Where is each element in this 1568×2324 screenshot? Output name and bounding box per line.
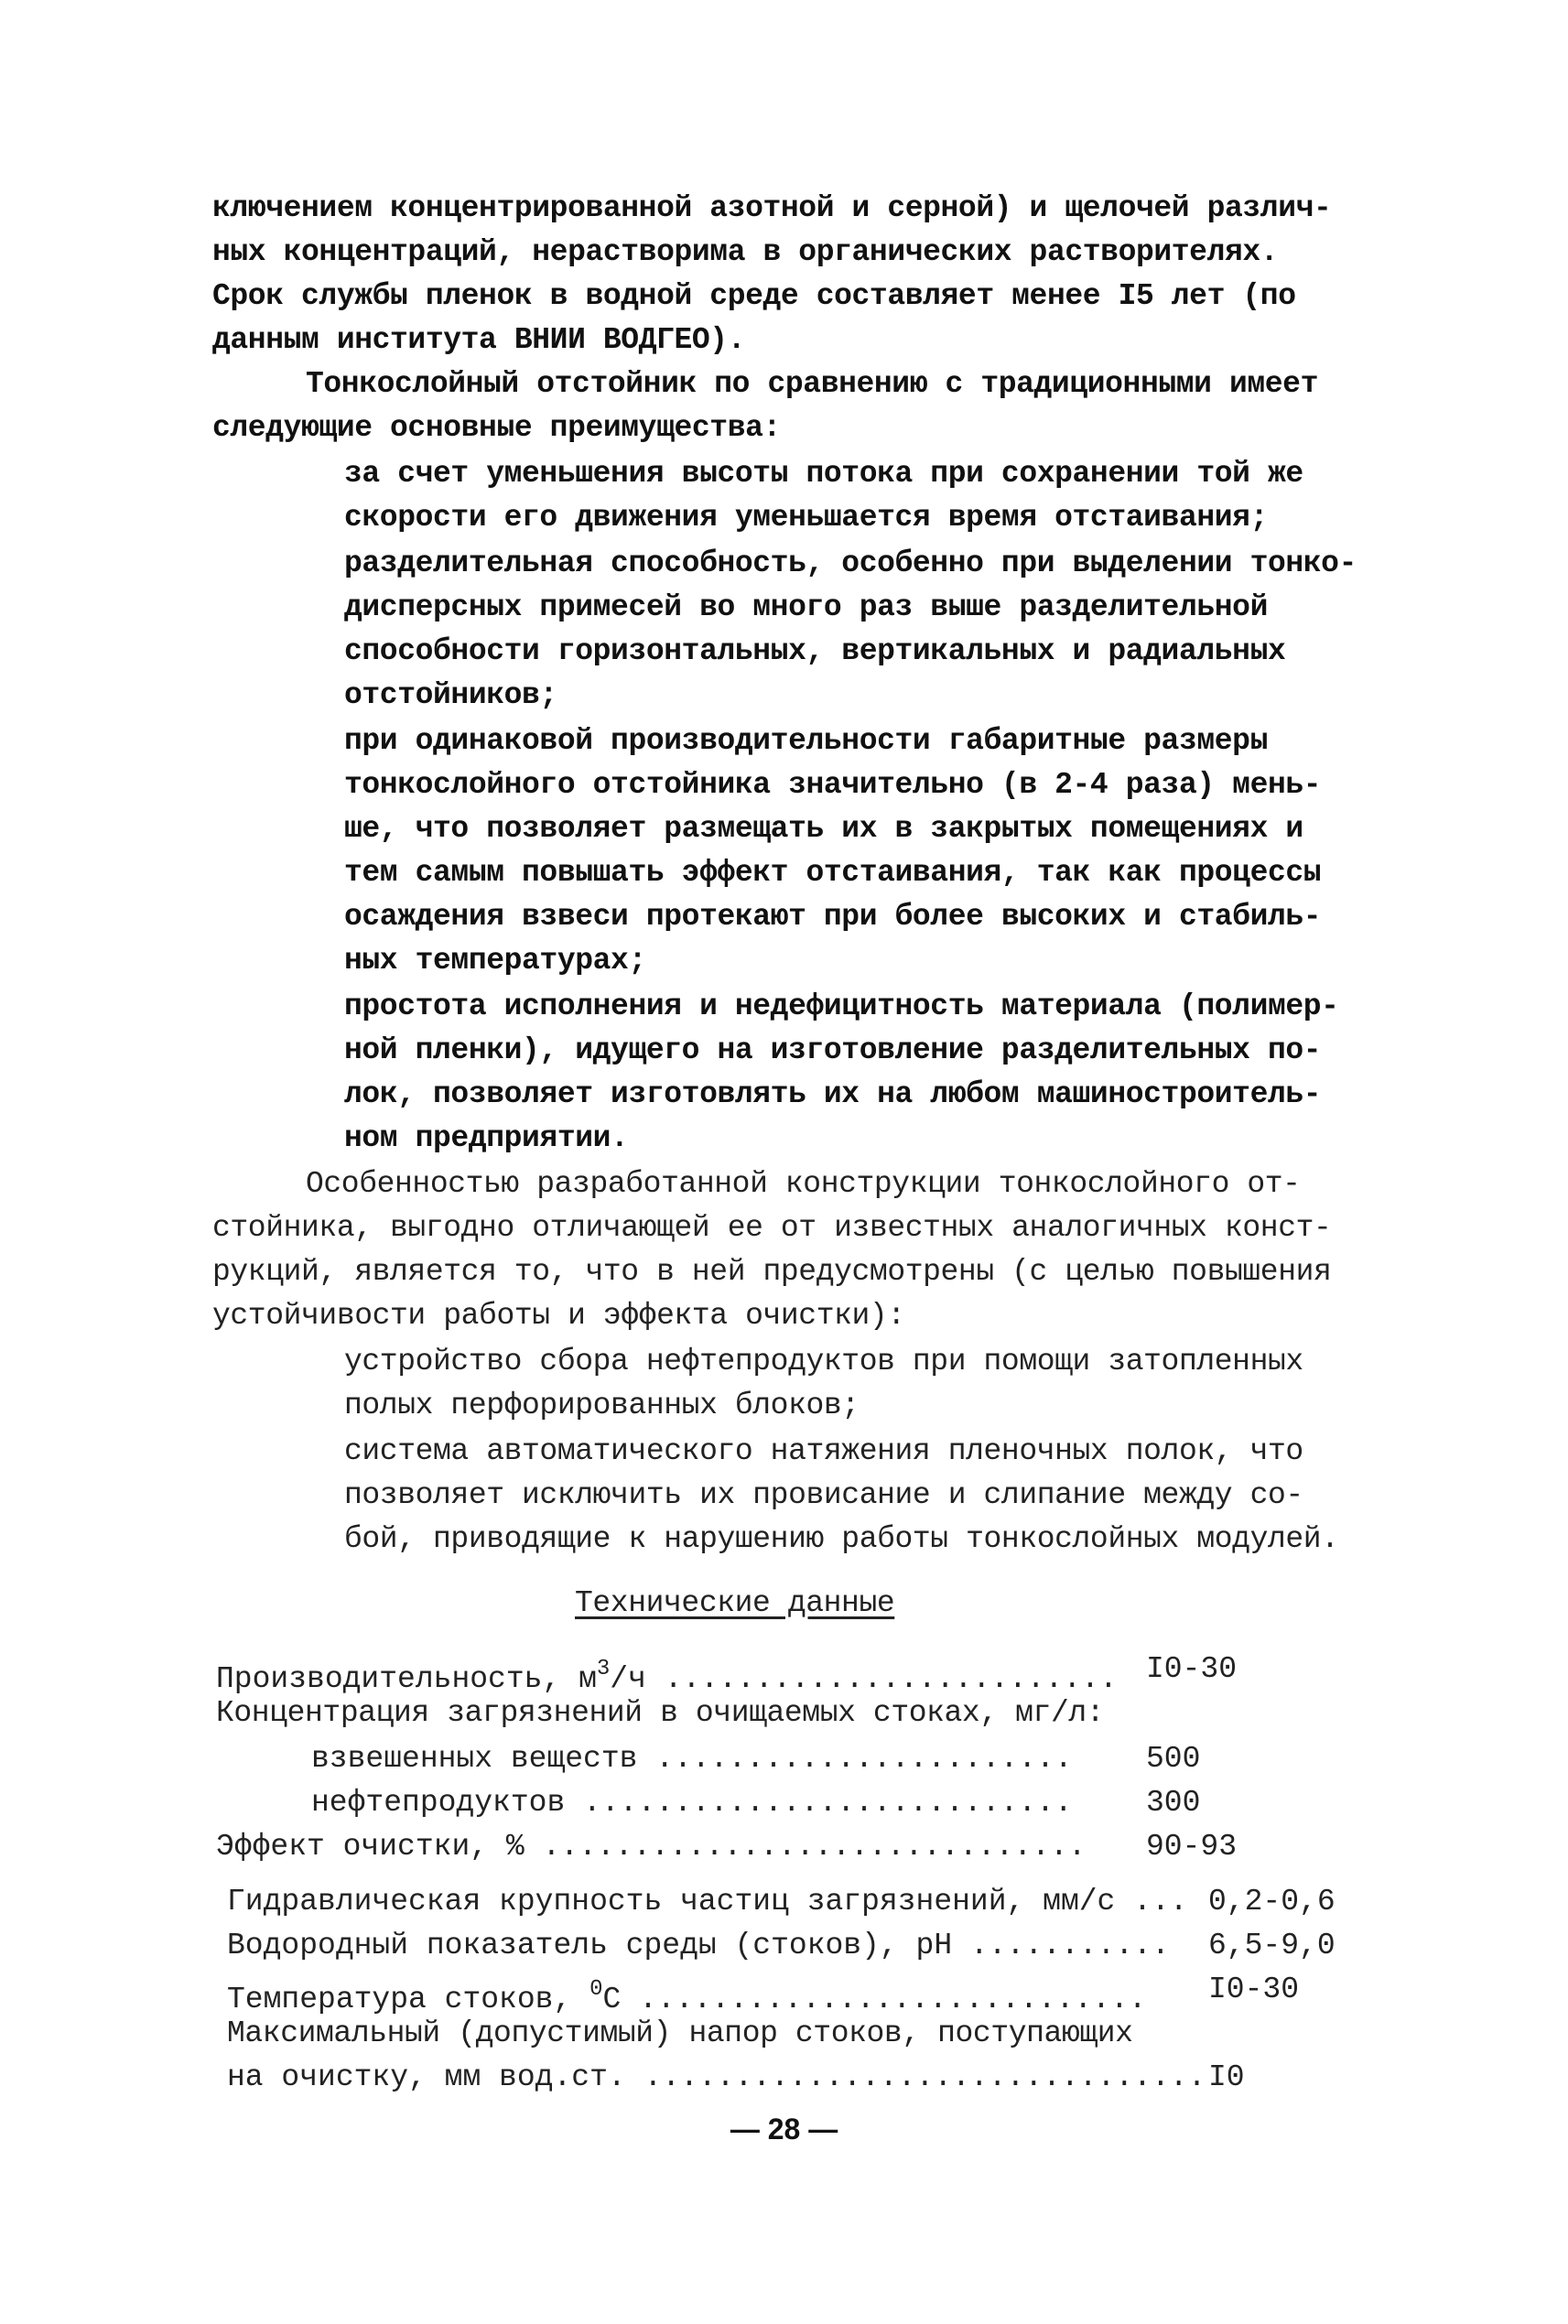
spec-value: I0-30	[1208, 1973, 1300, 2006]
list-item: отстойников;	[344, 678, 557, 712]
list-item: ше, что позволяет размещать их в закрытых помещениях и	[344, 812, 1303, 846]
list-item: лок, позволяет изготовлять их на любом машиностроитель-	[344, 1077, 1322, 1111]
spec-row	[216, 1648, 1314, 1696]
list-item: система автоматического натяжения пленочных полок, что	[344, 1434, 1303, 1468]
text-line: Срок службы пленок в водной среде составляет менее I5 лет (по	[212, 279, 1296, 313]
text-line: Тонкослойный отстойник по сравнению с традиционными имеет	[306, 367, 1318, 401]
list-item: ной пленки), идущего на изготовление разделительных по-	[344, 1033, 1322, 1067]
text-line: следующие основные преимущества:	[212, 411, 781, 445]
list-item: при одинаковой производительности габаритные размеры	[344, 724, 1268, 758]
spec-row	[311, 1781, 1318, 1825]
spec-row	[311, 1737, 1318, 1781]
text-line: рукций, является то, что в ней предусмотрены (с целью повышения	[212, 1255, 1332, 1289]
spec-row	[227, 1924, 1371, 1968]
list-item: за счет уменьшения высоты потока при сохранении той же	[344, 457, 1303, 491]
spec-row	[227, 1968, 1371, 2016]
spec-label: Температура стоков, $^0$С ............................	[227, 1977, 1147, 2016]
spec-value: 300	[1146, 1786, 1201, 1820]
list-item: скорости его движения уменьшается время отстаивания;	[344, 501, 1268, 535]
list-item: простота исполнения и недефицитность материала (полимер-	[344, 989, 1339, 1023]
list-item: ном предприятии.	[344, 1121, 629, 1155]
text-line: данным института ВНИИ ВОДГЕО).	[212, 323, 746, 357]
spec-value: I0	[1208, 2060, 1245, 2094]
text-line: устойчивости работы и эффекта очистки):	[212, 1299, 905, 1333]
spec-value: I0-30	[1146, 1652, 1238, 1686]
section-title: Технические данные	[575, 1586, 895, 1620]
spec-label: Водородный показатель среды (стоков), pH ...........	[227, 1929, 1170, 1962]
list-item: бой, приводящие к нарушению работы тонкослойных модулей.	[344, 1522, 1339, 1556]
spec-subheader: Максимальный (допустимый) напор стоков, поступающих	[227, 2016, 1133, 2050]
spec-label: Гидравлическая крупность частиц загрязнений, мм/с ...	[227, 1885, 1188, 1919]
spec-label: Производительность, $м^3/ч$ .........................	[216, 1657, 1118, 1696]
spec-value: 500	[1146, 1742, 1201, 1776]
spec-label: на очистку, мм вод.ст. ...............................	[227, 2060, 1206, 2094]
list-item: способности горизонтальных, вертикальных и радиальных	[344, 634, 1286, 668]
spec-label: взвешенных веществ .......................	[311, 1742, 1073, 1776]
spec-row	[216, 1825, 1314, 1869]
text-line: Особенностью разработанной конструкции тонкослойного от-	[306, 1167, 1301, 1201]
spec-subheader: Концентрация загрязнений в очищаемых стоках, мг/л:	[216, 1696, 1105, 1730]
list-item: дисперсных примесей во много раз выше разделительной	[344, 590, 1268, 624]
list-item: тонкослойного отстойника значительно (в 2-4 раза) мень-	[344, 768, 1322, 802]
spec-value: 6,5-9,0	[1208, 1929, 1336, 1962]
list-item: устройство сбора нефтепродуктов при помощи затопленных	[344, 1345, 1303, 1378]
spec-label: Эффект очистки, % ..............................	[216, 1830, 1087, 1864]
list-item: тем самым повышать эффект отстаивания, так как процессы	[344, 856, 1322, 890]
spec-label: нефтепродуктов ...........................	[311, 1786, 1073, 1820]
list-item: полых перфорированных блоков;	[344, 1389, 860, 1422]
text-line: ных концентраций, нерастворима в органических растворителях.	[212, 235, 1279, 269]
page-number: — 28 —	[730, 2113, 838, 2146]
spec-value: 0,2-0,6	[1208, 1885, 1336, 1919]
text-line: стойника, выгодно отличающей ее от известных аналогичных конст-	[212, 1211, 1332, 1245]
list-item: разделительная способность, особенно при выделении тонко-	[344, 546, 1357, 580]
spec-row	[227, 1880, 1371, 1924]
spec-row	[227, 2056, 1371, 2100]
text-line: ключением концентрированной азотной и серной) и щелочей различ-	[212, 191, 1332, 225]
list-item: осаждения взвеси протекают при более высоких и стабиль-	[344, 900, 1322, 934]
list-item: позволяет исключить их провисание и слипание между со-	[344, 1478, 1303, 1512]
list-item: ных температурах;	[344, 944, 646, 978]
spec-value: 90-93	[1146, 1830, 1238, 1864]
